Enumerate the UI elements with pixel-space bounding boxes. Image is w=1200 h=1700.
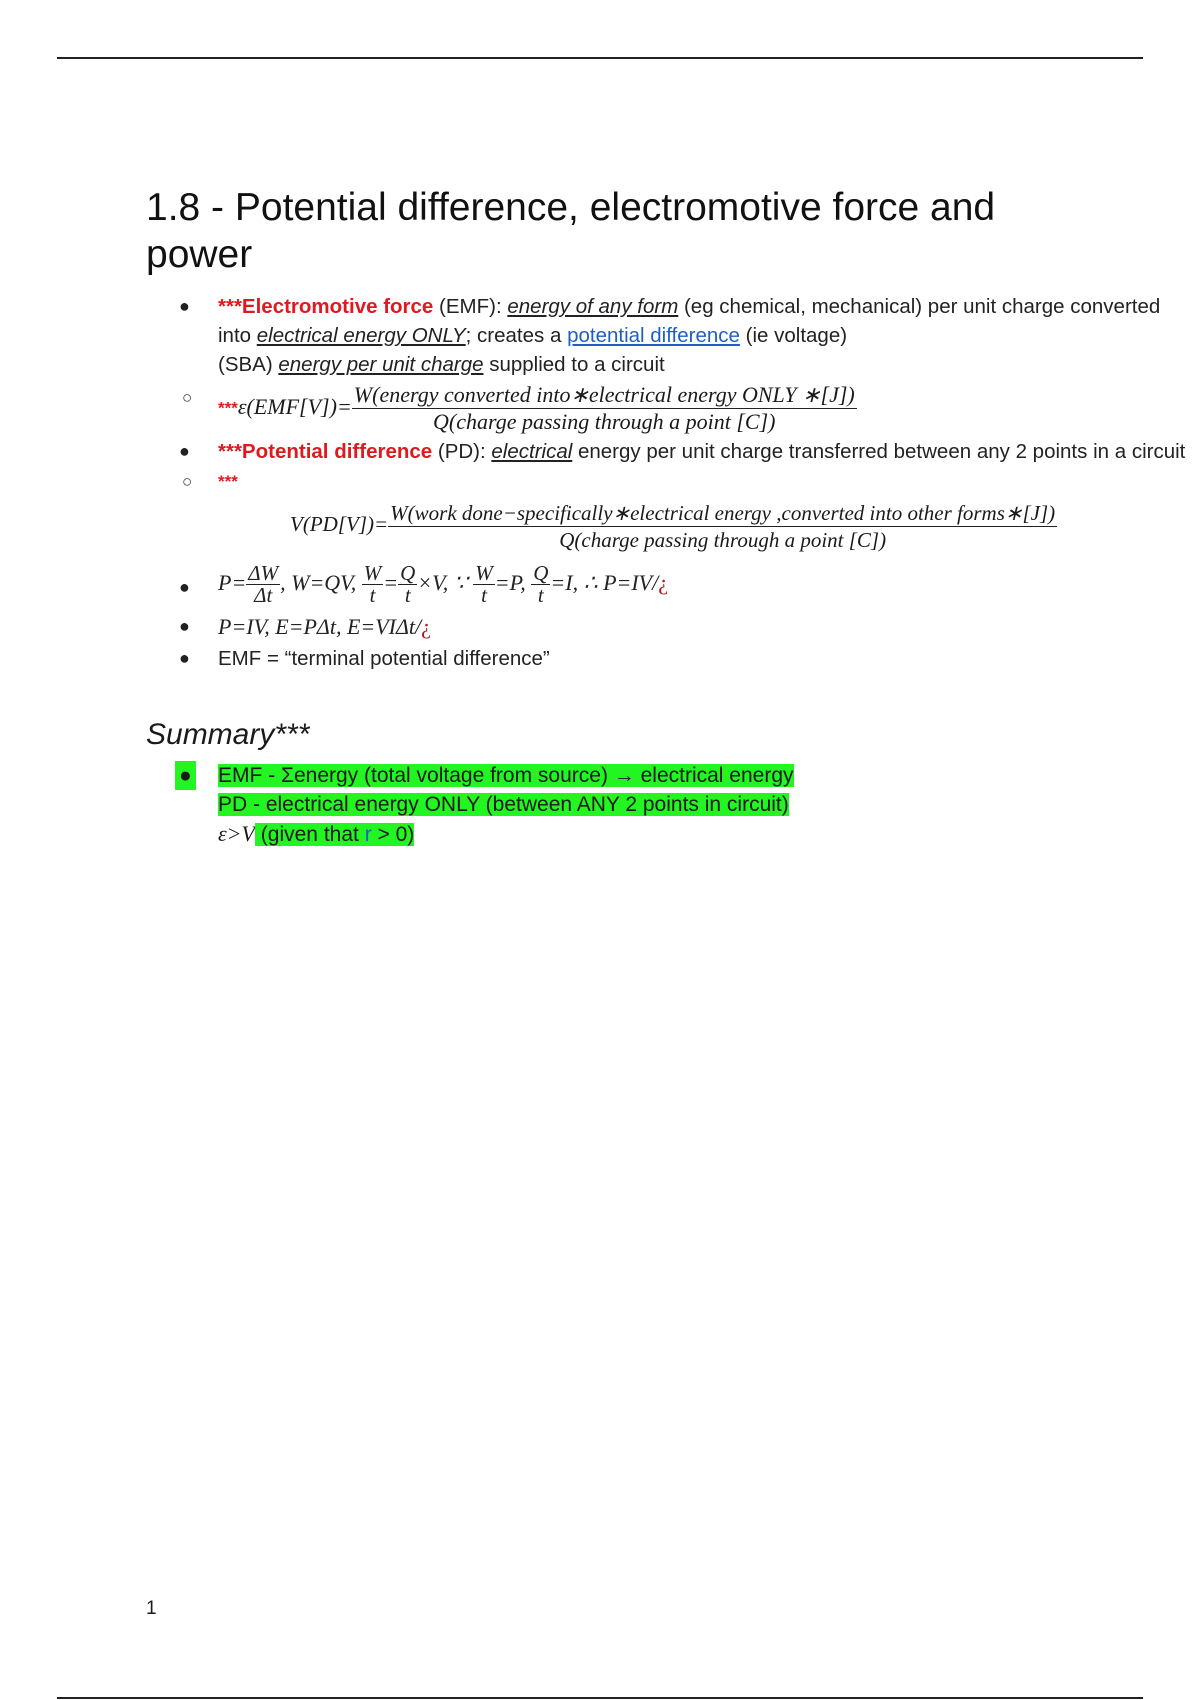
summary-line-pd: PD - electrical energy ONLY (between ANY 2 points in circuit)	[218, 793, 789, 816]
list-item-pd	[146, 437, 1186, 466]
power-frac-num: ΔW	[248, 561, 279, 585]
power-mid2: ×V, ∵	[417, 569, 474, 595]
power-end-glyph: ¿	[658, 569, 669, 595]
header-rule	[57, 57, 1143, 59]
summary-given-a: (given that	[254, 823, 365, 846]
circle-bullet-icon: ○	[182, 472, 193, 491]
page-number: 1	[146, 1598, 157, 1619]
bullet-icon: ●	[179, 616, 190, 636]
power-mid1: , W=QV,	[280, 569, 362, 595]
emf-def-creates: ; creates a	[465, 324, 568, 347]
bullet-icon: ●	[179, 441, 190, 461]
emf-fraction-denominator: Q(charge passing through a point [C])	[433, 409, 776, 434]
notes-list	[146, 292, 1186, 673]
power-fraction-q-t-2	[531, 563, 550, 606]
energy-formula	[218, 614, 431, 639]
energy-formula-text: P=IV, E=PΔt, E=VIΔt/	[218, 614, 422, 639]
pd-abbr: (PD):	[432, 440, 492, 463]
power-formula	[218, 561, 669, 607]
emf-def-voltage: (ie voltage)	[739, 324, 848, 347]
footer-rule	[57, 1697, 1143, 1699]
summary-given-c: > 0)	[371, 823, 415, 846]
power-fraction-dw-dt	[246, 563, 280, 606]
energy-end-glyph: ¿	[421, 614, 431, 639]
pd-label: ***Potential difference	[218, 440, 433, 463]
page-title: 1.8 - Potential difference, electromotive force and power	[146, 186, 996, 276]
emf-label: ***Electromotive force	[218, 295, 434, 318]
pd-formula-item	[74, 466, 1186, 496]
sba-underlined: energy per unit charge	[278, 353, 484, 376]
pd-def-rest: energy per unit charge transferred between any 2 points in a circuit	[572, 440, 1186, 463]
frac-num: W	[475, 561, 493, 585]
emf-formula-item	[74, 382, 1186, 435]
power-fraction-w-t	[362, 563, 384, 606]
pd-formula-lhs: V(PD[V])=	[290, 512, 389, 537]
bullet-icon: ●	[179, 648, 190, 668]
emf-formula	[237, 382, 857, 434]
summary-item	[146, 761, 1186, 849]
emf-def-electrical: electrical energy ONLY	[256, 324, 466, 347]
power-p-lhs: P=	[218, 569, 247, 595]
circle-bullet-icon: ○	[182, 388, 193, 407]
pd-formula	[290, 501, 1057, 552]
pd-fraction	[388, 500, 1057, 553]
emf-formula-stars: ***	[218, 398, 238, 418]
list-item-power	[146, 563, 1186, 606]
emf-formula-lhs: ε(EMF[V])=	[237, 393, 352, 419]
list-item-emf	[146, 292, 1186, 379]
power-fraction-w-t-2	[473, 563, 495, 606]
power-mid3: =P,	[494, 569, 532, 595]
pd-fraction-numerator: W(work done−specifically∗electrical energy ,converted into other forms∗[J])	[390, 501, 1056, 525]
frac-den: t	[369, 583, 376, 607]
terminal-text: EMF = “terminal potential difference”	[218, 647, 550, 670]
pd-formula-line	[146, 500, 1186, 553]
frac-num: W	[363, 561, 382, 585]
emf-fraction	[352, 382, 857, 435]
list-item-terminal	[146, 644, 1186, 673]
summary-line-emf: EMF - Σenergy (total voltage from source) → electrical energy	[218, 764, 794, 787]
emf-def-energy: energy of any form	[507, 295, 679, 318]
frac-den: t	[481, 583, 487, 607]
power-equals: =	[383, 569, 399, 595]
frac-num: Q	[533, 561, 549, 585]
bullet-icon: ●	[179, 296, 190, 316]
power-frac-den: Δt	[254, 583, 273, 607]
list-item-energy	[146, 612, 1186, 642]
emf-fraction-numerator: W(energy converted into∗electrical energy ONLY ∗[J])	[353, 382, 855, 407]
emf-def-text: (eg chemical, mechanical) per unit charge converted into	[218, 295, 1161, 347]
summary-inequality: ε>V	[218, 821, 255, 846]
summary-given-r: r	[364, 823, 372, 846]
pd-def-electrical: electrical	[491, 440, 573, 463]
sba-prefix: (SBA)	[218, 353, 279, 376]
emf-abbr: (EMF):	[433, 295, 508, 318]
potential-difference-link[interactable]: potential difference	[567, 324, 740, 347]
bullet-icon: ●	[175, 761, 196, 790]
page-content	[146, 184, 1186, 849]
summary-heading: Summary***	[146, 718, 310, 751]
summary-given	[255, 823, 414, 846]
power-fraction-q-t	[398, 563, 417, 606]
frac-den: t	[404, 583, 411, 607]
sba-rest: supplied to a circuit	[483, 353, 665, 376]
bullet-icon: ●	[179, 577, 190, 597]
pd-fraction-denominator: Q(charge passing through a point [C])	[559, 528, 887, 552]
power-end: =I, ∴ P=IV/	[550, 569, 659, 595]
pd-formula-stars: ***	[218, 472, 238, 491]
frac-den: t	[537, 583, 544, 607]
frac-num: Q	[400, 561, 416, 585]
